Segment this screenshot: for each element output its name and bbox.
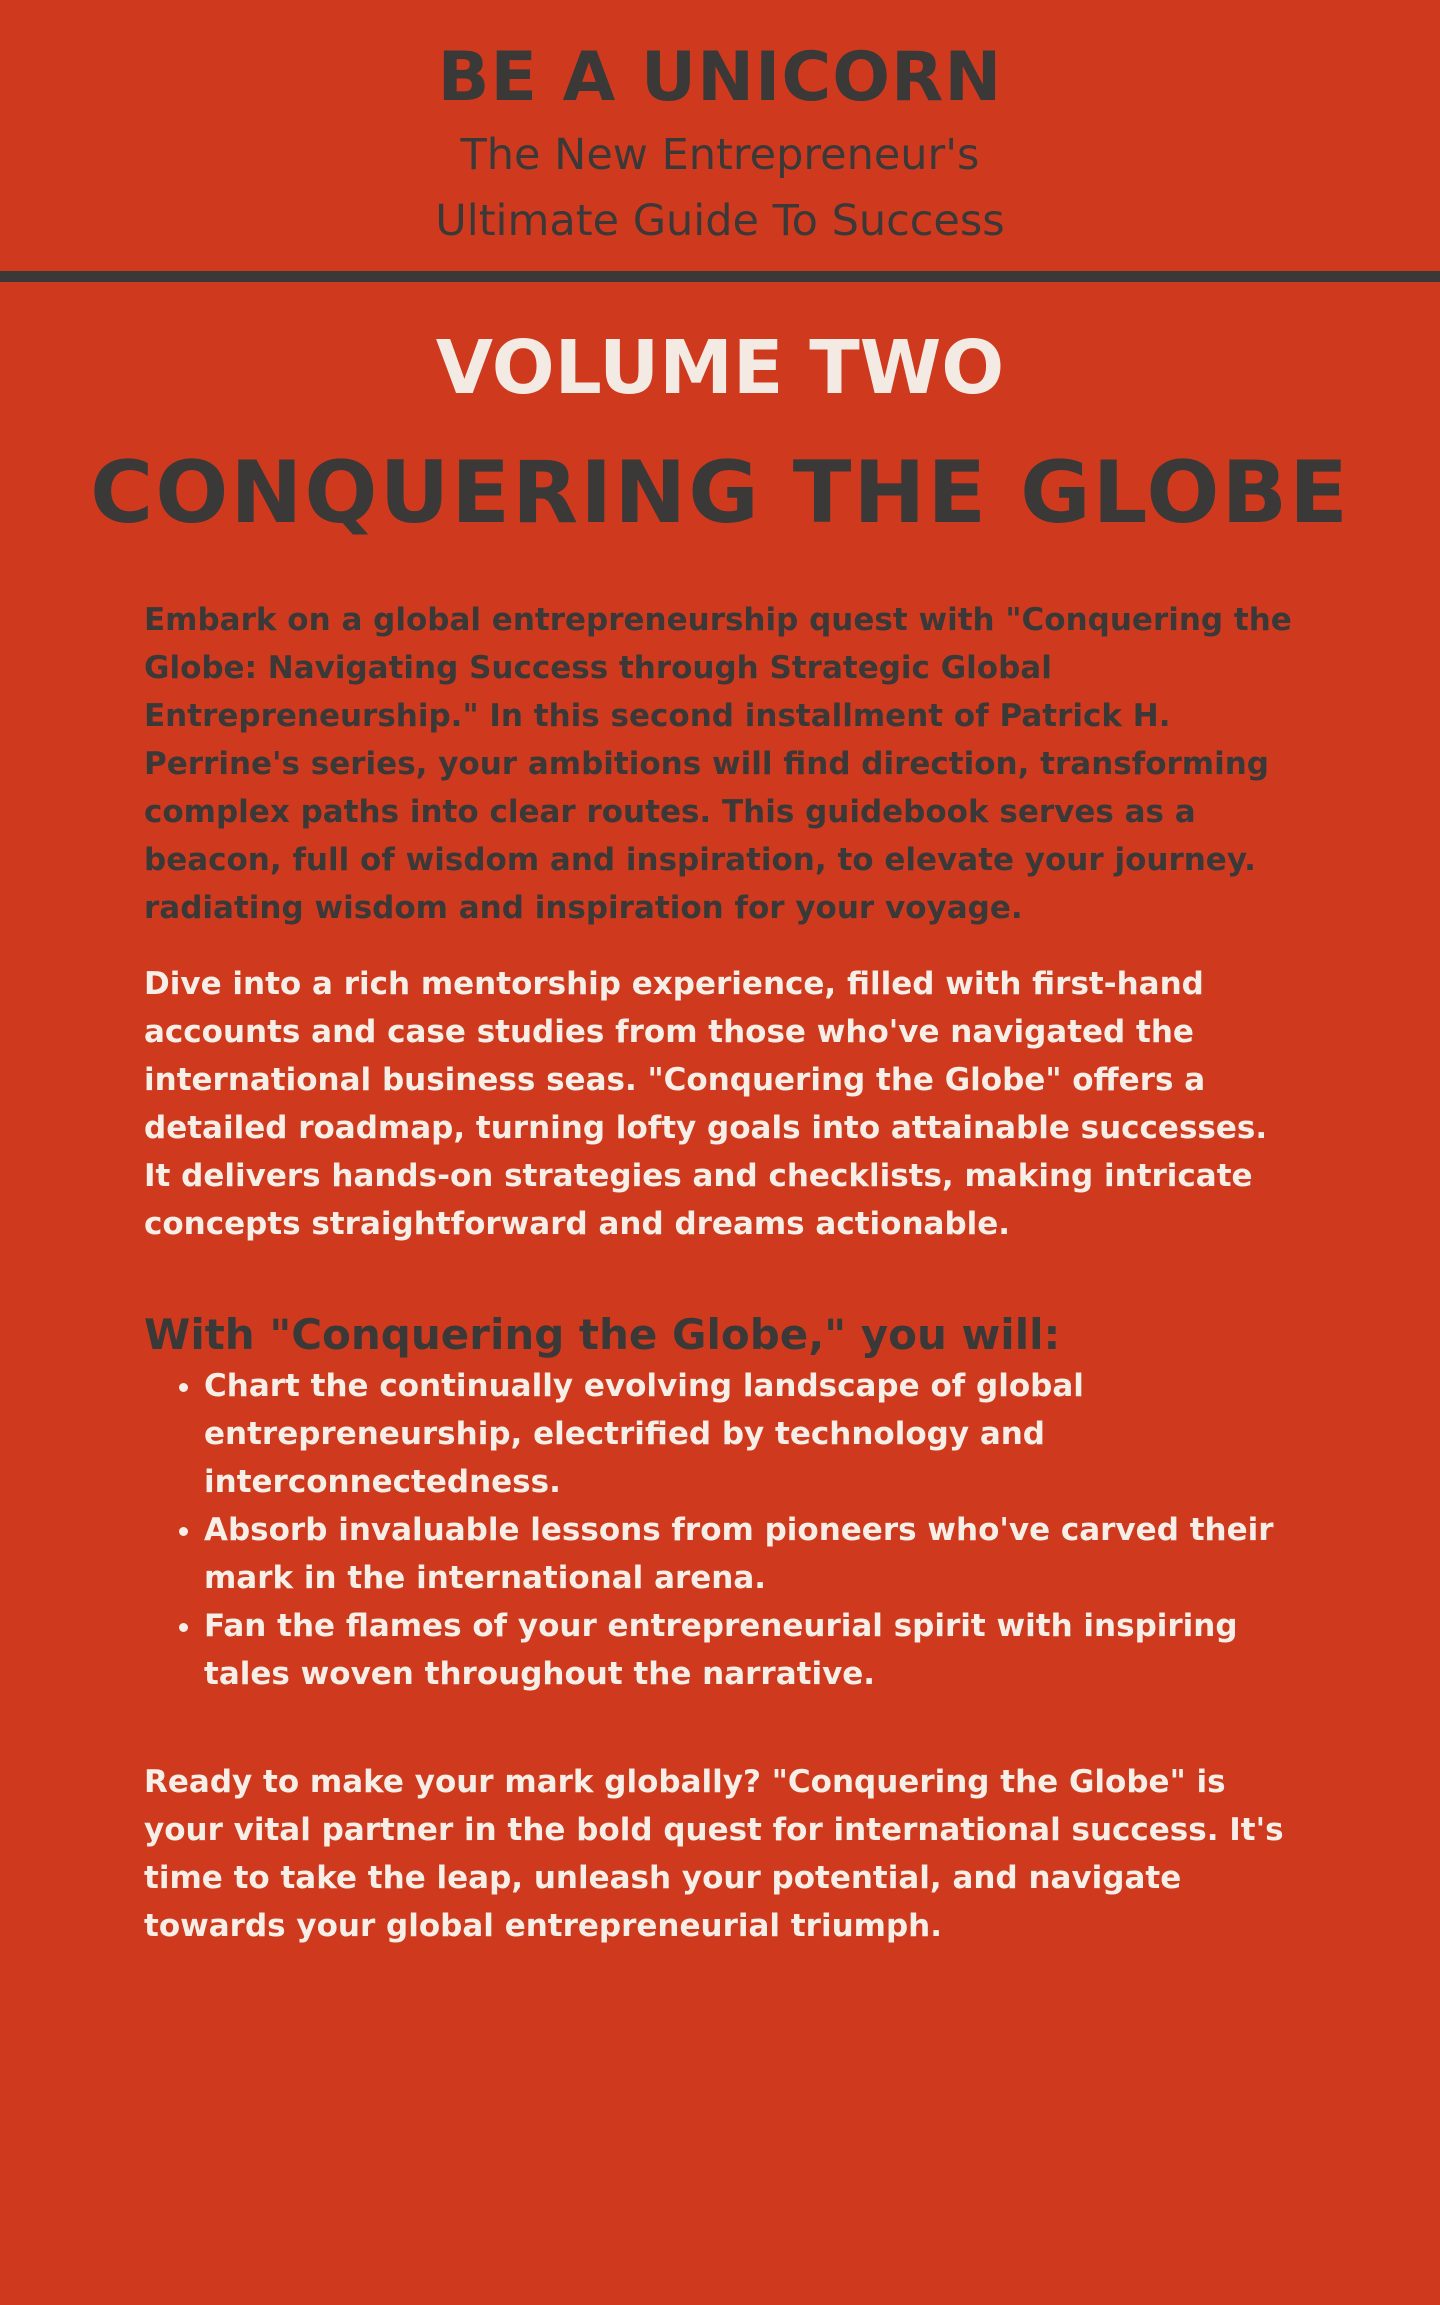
volume-label: VOLUME TWO [435, 325, 1005, 411]
series-title: BE A UNICORN [437, 38, 1003, 117]
benefit-item: • Chart the continually evolving landscape of global entrepreneurship, electrified by technology and interconnectedness. [204, 1362, 1304, 1506]
book-title: CONQUERING THE GLOBE [90, 443, 1350, 543]
description [144, 596, 1304, 1950]
benefit-item: • Fan the flames of your entrepreneurial spirit with inspiring tales woven throughout the narrative. [204, 1602, 1304, 1698]
benefit-item: • Absorb invaluable lessons from pioneers who've carved their mark in the international arena. [204, 1506, 1304, 1602]
benefits-heading: With "Conquering the Globe," you will: [144, 1310, 1061, 1359]
header-divider [0, 271, 1440, 282]
mentorship-paragraph: Dive into a rich mentorship experience, filled with first-hand accounts and case studies from those who've navigated the international business seas. "Conquering the Globe" offers a detailed roadmap, turning lofty goals into attainable successes. It delivers hands-on strategies and checklists, making intricate concepts straightforward and dreams actionable. [144, 966, 1268, 1242]
subtitle-line-2: Ultimate Guide To Success [435, 196, 1005, 246]
series-subtitle [0, 122, 1440, 254]
benefits-list [144, 1362, 1304, 1698]
intro-paragraph: Embark on a global entrepreneurship quest with "Conquering the Globe: Navigating Success through Strategic Global Entrepreneurship." In this second installment of Patrick H. Perrine's series, your ambitions will find direction, transforming complex paths into clear routes. This guidebook serves as a beacon, full of wisdom and inspiration, to elevate your journey. radiating wisdom and inspiration for your voyage. [144, 602, 1292, 926]
closing-paragraph: Ready to make your mark globally? "Conquering the Globe" is your vital partner in the bold quest for international success. It's time to take the leap, unleash your potential, and navigate towards your global entrepreneurial triumph. [144, 1764, 1284, 1944]
subtitle-line-1: The New Entrepreneur's [460, 130, 980, 180]
